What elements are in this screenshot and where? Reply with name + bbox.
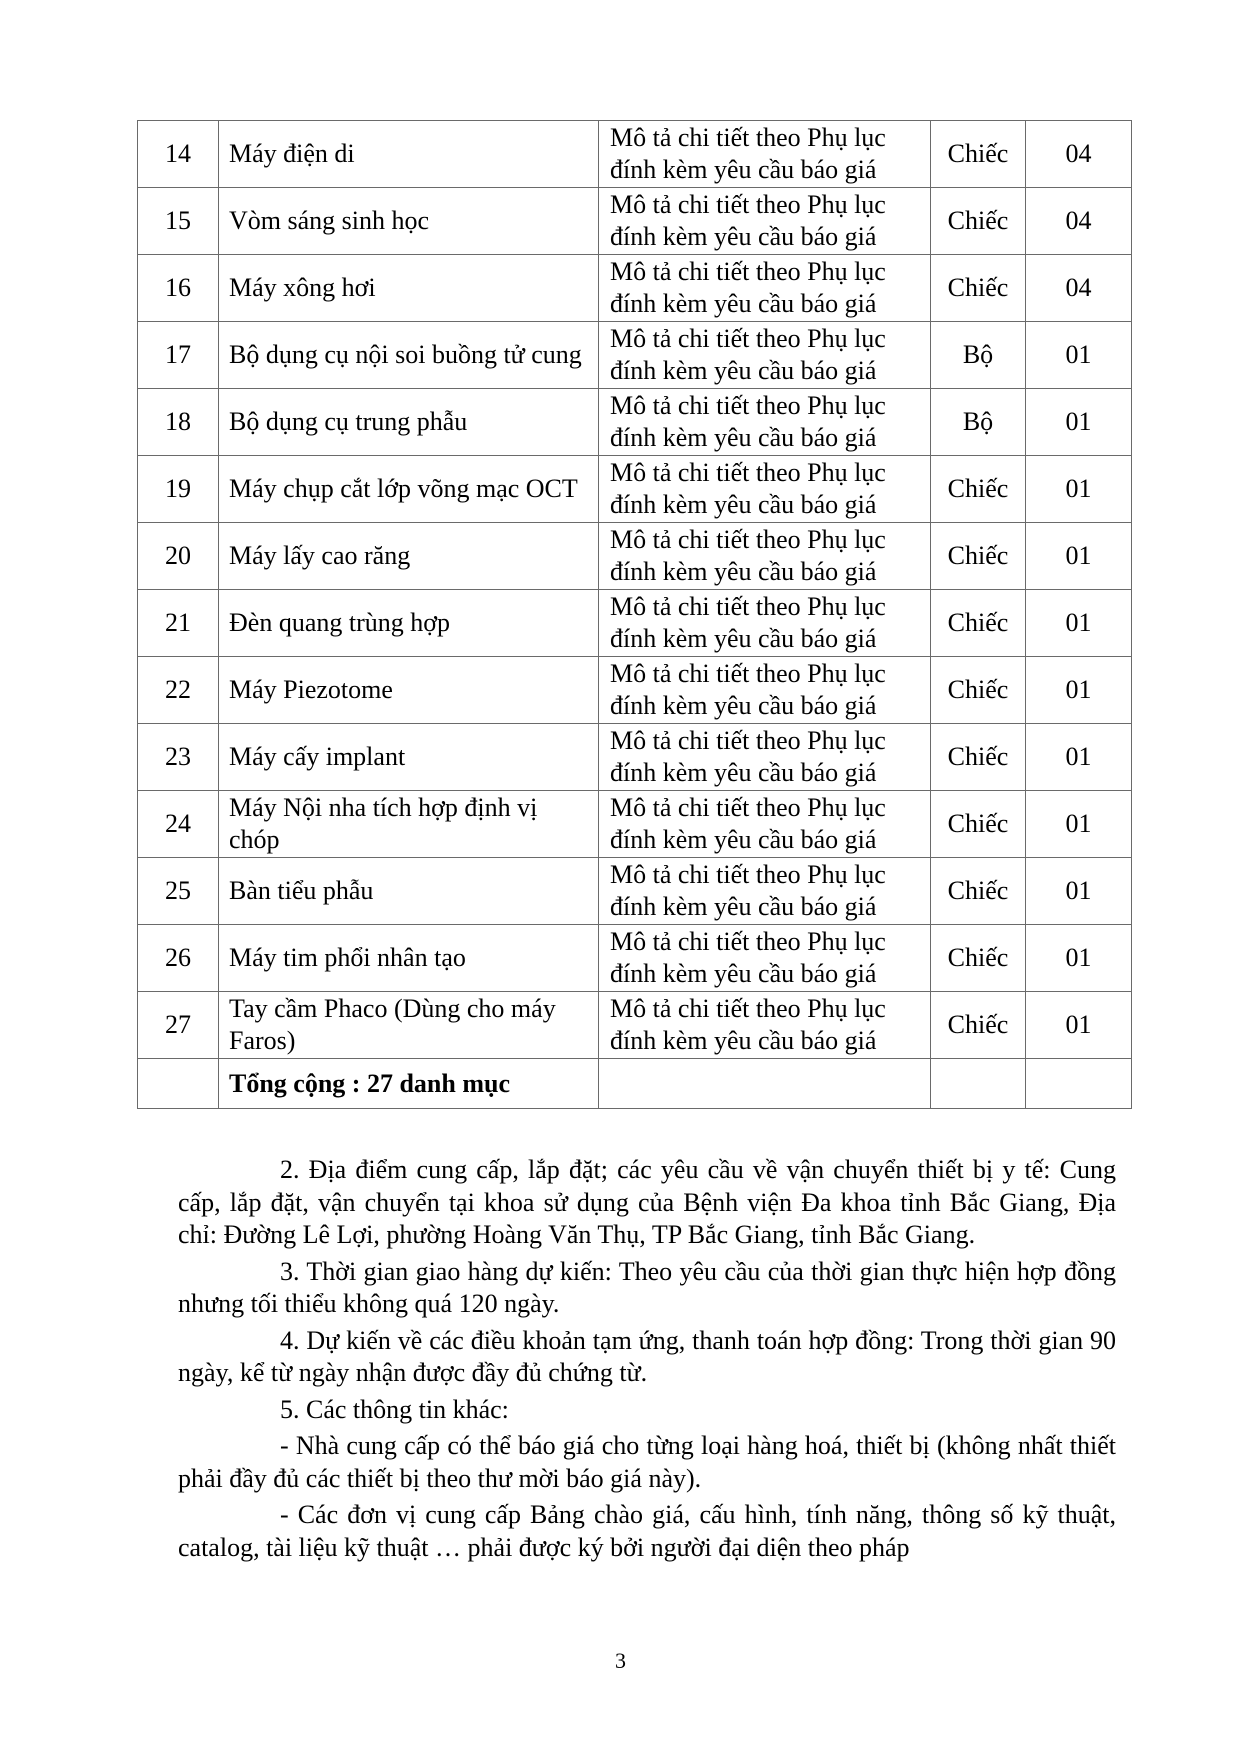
cell-item-name: Máy lấy cao răng (219, 523, 599, 590)
cell-stt: 20 (138, 523, 219, 590)
cell-stt: 19 (138, 456, 219, 523)
table-row (138, 188, 1132, 255)
cell-description: Mô tả chi tiết theo Phụ lục đính kèm yêu cầu báo giá (599, 590, 931, 657)
cell-stt: 16 (138, 255, 219, 322)
cell-unit: Chiếc (931, 188, 1026, 255)
cell-description: Mô tả chi tiết theo Phụ lục đính kèm yêu cầu báo giá (599, 992, 931, 1059)
cell-stt: 27 (138, 992, 219, 1059)
cell-quantity: 01 (1026, 858, 1132, 925)
cell-unit: Chiếc (931, 791, 1026, 858)
cell-description: Mô tả chi tiết theo Phụ lục đính kèm yêu cầu báo giá (599, 791, 931, 858)
cell-item-name: Máy Piezotome (219, 657, 599, 724)
cell-item-name: Đèn quang trùng hợp (219, 590, 599, 657)
table-row (138, 322, 1132, 389)
cell-stt: 15 (138, 188, 219, 255)
table-row (138, 456, 1132, 523)
cell-description: Mô tả chi tiết theo Phụ lục đính kèm yêu cầu báo giá (599, 724, 931, 791)
cell-description: Mô tả chi tiết theo Phụ lục đính kèm yêu cầu báo giá (599, 121, 931, 188)
cell-stt: 23 (138, 724, 219, 791)
total-cell-quantity (1026, 1059, 1132, 1109)
cell-unit: Chiếc (931, 523, 1026, 590)
cell-item-name: Máy Nội nha tích hợp định vị chóp (219, 791, 599, 858)
cell-unit: Chiếc (931, 992, 1026, 1059)
cell-item-name: Máy xông hơi (219, 255, 599, 322)
paragraph: 3. Thời gian giao hàng dự kiến: Theo yêu cầu của thời gian thực hiện hợp đồng nhưng tối thiểu không quá 120 ngày. (178, 1256, 1116, 1318)
cell-description: Mô tả chi tiết theo Phụ lục đính kèm yêu cầu báo giá (599, 657, 931, 724)
cell-quantity: 01 (1026, 657, 1132, 724)
cell-description: Mô tả chi tiết theo Phụ lục đính kèm yêu cầu báo giá (599, 925, 931, 992)
table-row (138, 389, 1132, 456)
cell-description: Mô tả chi tiết theo Phụ lục đính kèm yêu cầu báo giá (599, 188, 931, 255)
cell-unit: Chiếc (931, 456, 1026, 523)
cell-description: Mô tả chi tiết theo Phụ lục đính kèm yêu cầu báo giá (599, 523, 931, 590)
cell-stt: 14 (138, 121, 219, 188)
table-row (138, 657, 1132, 724)
cell-item-name: Máy chụp cắt lớp võng mạc OCT (219, 456, 599, 523)
cell-unit: Chiếc (931, 121, 1026, 188)
paragraph: 5. Các thông tin khác: (280, 1394, 509, 1424)
cell-quantity: 01 (1026, 590, 1132, 657)
cell-unit: Chiếc (931, 657, 1026, 724)
total-cell-stt (138, 1059, 219, 1109)
cell-description: Mô tả chi tiết theo Phụ lục đính kèm yêu cầu báo giá (599, 389, 931, 456)
cell-item-name: Bộ dụng cụ nội soi buồng tử cung (219, 322, 599, 389)
cell-item-name: Bàn tiểu phẫu (219, 858, 599, 925)
total-cell-description (599, 1059, 931, 1109)
cell-stt: 17 (138, 322, 219, 389)
cell-unit: Chiếc (931, 925, 1026, 992)
cell-stt: 21 (138, 590, 219, 657)
cell-unit: Bộ (931, 389, 1026, 456)
table-row (138, 791, 1132, 858)
cell-item-name: Máy cấy implant (219, 724, 599, 791)
table-total-row (138, 1059, 1132, 1109)
cell-item-name: Vòm sáng sinh học (219, 188, 599, 255)
cell-unit: Chiếc (931, 255, 1026, 322)
cell-quantity: 01 (1026, 791, 1132, 858)
table-row (138, 925, 1132, 992)
table-row (138, 255, 1132, 322)
equipment-table-body (138, 121, 1132, 1109)
cell-stt: 24 (138, 791, 219, 858)
paragraph: 2. Địa điểm cung cấp, lắp đặt; các yêu cầu về vận chuyển thiết bị y tế: Cung cấp, lắp đặt, vận chuyển tại khoa sử dụng của Bệnh viện Đa khoa tỉnh Bắc Giang, Địa chỉ: Đường Lê Lợi, phường Hoàng Văn Thụ, TP Bắc Giang, tỉnh Bắc Giang. (178, 1155, 1116, 1249)
table-row (138, 523, 1132, 590)
cell-stt: 25 (138, 858, 219, 925)
cell-description: Mô tả chi tiết theo Phụ lục đính kèm yêu cầu báo giá (599, 322, 931, 389)
table-row (138, 724, 1132, 791)
cell-item-name: Tay cầm Phaco (Dùng cho máy Faros) (219, 992, 599, 1059)
cell-stt: 22 (138, 657, 219, 724)
cell-quantity: 04 (1026, 255, 1132, 322)
paragraph: - Các đơn vị cung cấp Bảng chào giá, cấu hình, tính năng, thông số kỹ thuật, catalog, tài liệu kỹ thuật … phải được ký bởi người đại diện theo pháp (178, 1500, 1116, 1562)
cell-description: Mô tả chi tiết theo Phụ lục đính kèm yêu cầu báo giá (599, 456, 931, 523)
cell-stt: 18 (138, 389, 219, 456)
cell-quantity: 01 (1026, 456, 1132, 523)
cell-description: Mô tả chi tiết theo Phụ lục đính kèm yêu cầu báo giá (599, 255, 931, 322)
cell-unit: Bộ (931, 322, 1026, 389)
cell-quantity: 01 (1026, 322, 1132, 389)
table-row (138, 121, 1132, 188)
cell-unit: Chiếc (931, 590, 1026, 657)
cell-item-name: Máy điện di (219, 121, 599, 188)
cell-item-name: Bộ dụng cụ trung phẫu (219, 389, 599, 456)
document-body-text (178, 1154, 1116, 1568)
total-cell-unit (931, 1059, 1026, 1109)
table-row (138, 858, 1132, 925)
equipment-table (137, 120, 1132, 1109)
cell-stt: 26 (138, 925, 219, 992)
cell-quantity: 04 (1026, 188, 1132, 255)
paragraph: - Nhà cung cấp có thể báo giá cho từng loại hàng hoá, thiết bị (không nhất thiết phải đầy đủ các thiết bị theo thư mời báo giá này). (178, 1431, 1116, 1493)
cell-item-name: Máy tim phổi nhân tạo (219, 925, 599, 992)
cell-quantity: 04 (1026, 121, 1132, 188)
cell-unit: Chiếc (931, 724, 1026, 791)
cell-description: Mô tả chi tiết theo Phụ lục đính kèm yêu cầu báo giá (599, 858, 931, 925)
table-row (138, 992, 1132, 1059)
cell-quantity: 01 (1026, 389, 1132, 456)
table-row (138, 590, 1132, 657)
total-cell-item-name: Tổng cộng : 27 danh mục (219, 1059, 599, 1109)
cell-quantity: 01 (1026, 724, 1132, 791)
page-number: 3 (615, 1648, 626, 1673)
cell-quantity: 01 (1026, 523, 1132, 590)
cell-quantity: 01 (1026, 992, 1132, 1059)
cell-quantity: 01 (1026, 925, 1132, 992)
cell-unit: Chiếc (931, 858, 1026, 925)
paragraph: 4. Dự kiến về các điều khoản tạm ứng, thanh toán hợp đồng: Trong thời gian 90 ngày, kể từ ngày nhận được đầy đủ chứng từ. (178, 1325, 1116, 1387)
